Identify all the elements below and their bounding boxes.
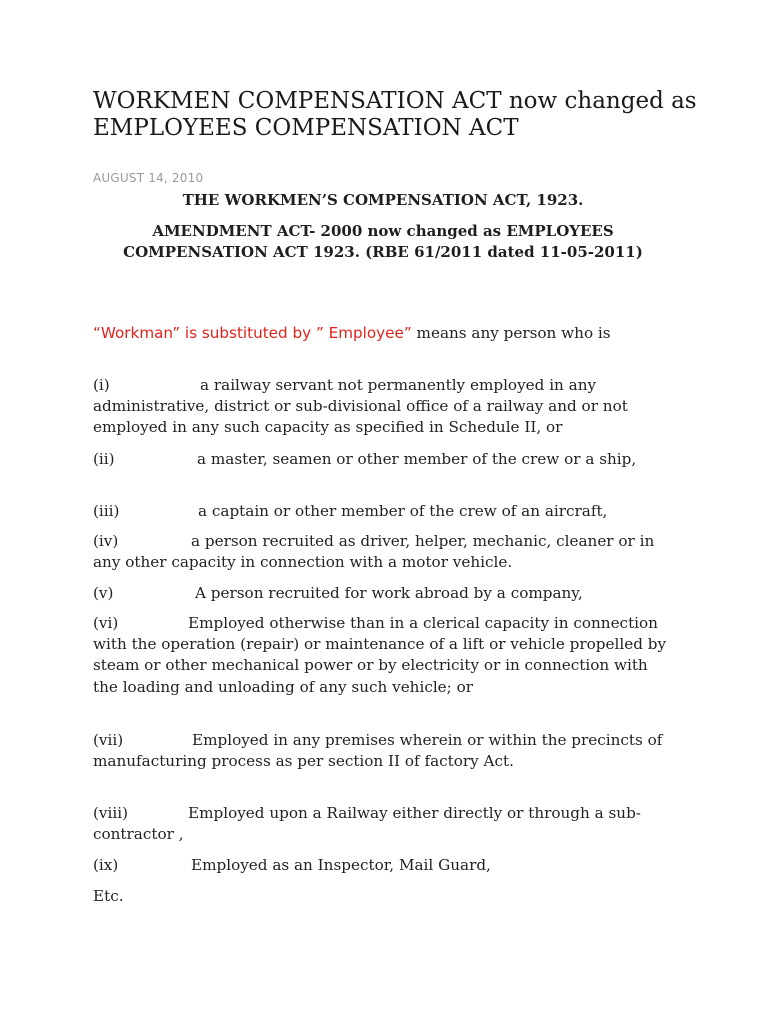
item-number: (iii) (93, 502, 120, 520)
act-heading: THE WORKMEN’S COMPENSATION ACT, 1923. (182, 191, 584, 209)
closing-text: Etc. (93, 887, 124, 905)
list-item-v (93, 583, 673, 604)
list-item-iv (93, 531, 673, 573)
list-item-vi (93, 613, 673, 698)
item-text: a railway servant not permanently employed in any administrative, district or sub-divisional office of a railway and or not employed in any such capacity as specified in Schedule II, or (93, 376, 628, 437)
item-text: Employed as an Inspector, Mail Guard, (191, 856, 491, 874)
intro-text: means any person who is (411, 324, 611, 342)
list-item-ii (93, 449, 673, 470)
item-number: (vii) (93, 731, 124, 749)
item-number: (iv) (93, 532, 119, 550)
item-text: a master, seamen or other member of the crew or a ship, (197, 450, 637, 468)
list-item-ix (93, 855, 673, 876)
item-text: a captain or other member of the crew of an aircraft, (198, 502, 608, 520)
item-number: (i) (93, 376, 110, 394)
article-date: AUGUST 14, 2010 (93, 171, 204, 185)
item-text: A person recruited for work abroad by a company, (195, 584, 583, 602)
definition-intro (93, 323, 673, 344)
item-text: a person recruited as driver, helper, mechanic, cleaner or in any other capacity in connection with a motor vehicle. (93, 532, 655, 572)
item-number: (ix) (93, 856, 119, 874)
list-item-i (93, 375, 673, 439)
item-number: (vi) (93, 614, 119, 632)
item-text: Employed upon a Railway either directly or through a sub-contractor , (93, 804, 641, 844)
item-number: (viii) (93, 804, 129, 822)
list-item-viii (93, 803, 673, 845)
substitution-note: “Workman” is substituted by ” Employee” (93, 324, 412, 342)
item-number: (v) (93, 584, 114, 602)
list-item-iii (93, 501, 673, 522)
item-text: Employed otherwise than in a clerical capacity in connection with the operation (repair) or maintenance of a lift or vehicle propelled by steam or other mechanical power or by electricity or in connection with the loading and unloading of any such vehicle; or (93, 614, 667, 696)
item-text: Employed in any premises wherein or within the precincts of manufacturing process as per section II of factory Act. (93, 731, 663, 771)
article-title: WORKMEN COMPENSATION ACT now changed as EMPLOYEES COMPENSATION ACT (93, 88, 697, 141)
list-item-vii (93, 730, 673, 772)
item-number: (ii) (93, 450, 115, 468)
amendment-heading: AMENDMENT ACT- 2000 now changed as EMPLOYEES COMPENSATION ACT 1923. (RBE 61/2011 dated 11-05-2011) (123, 222, 643, 261)
